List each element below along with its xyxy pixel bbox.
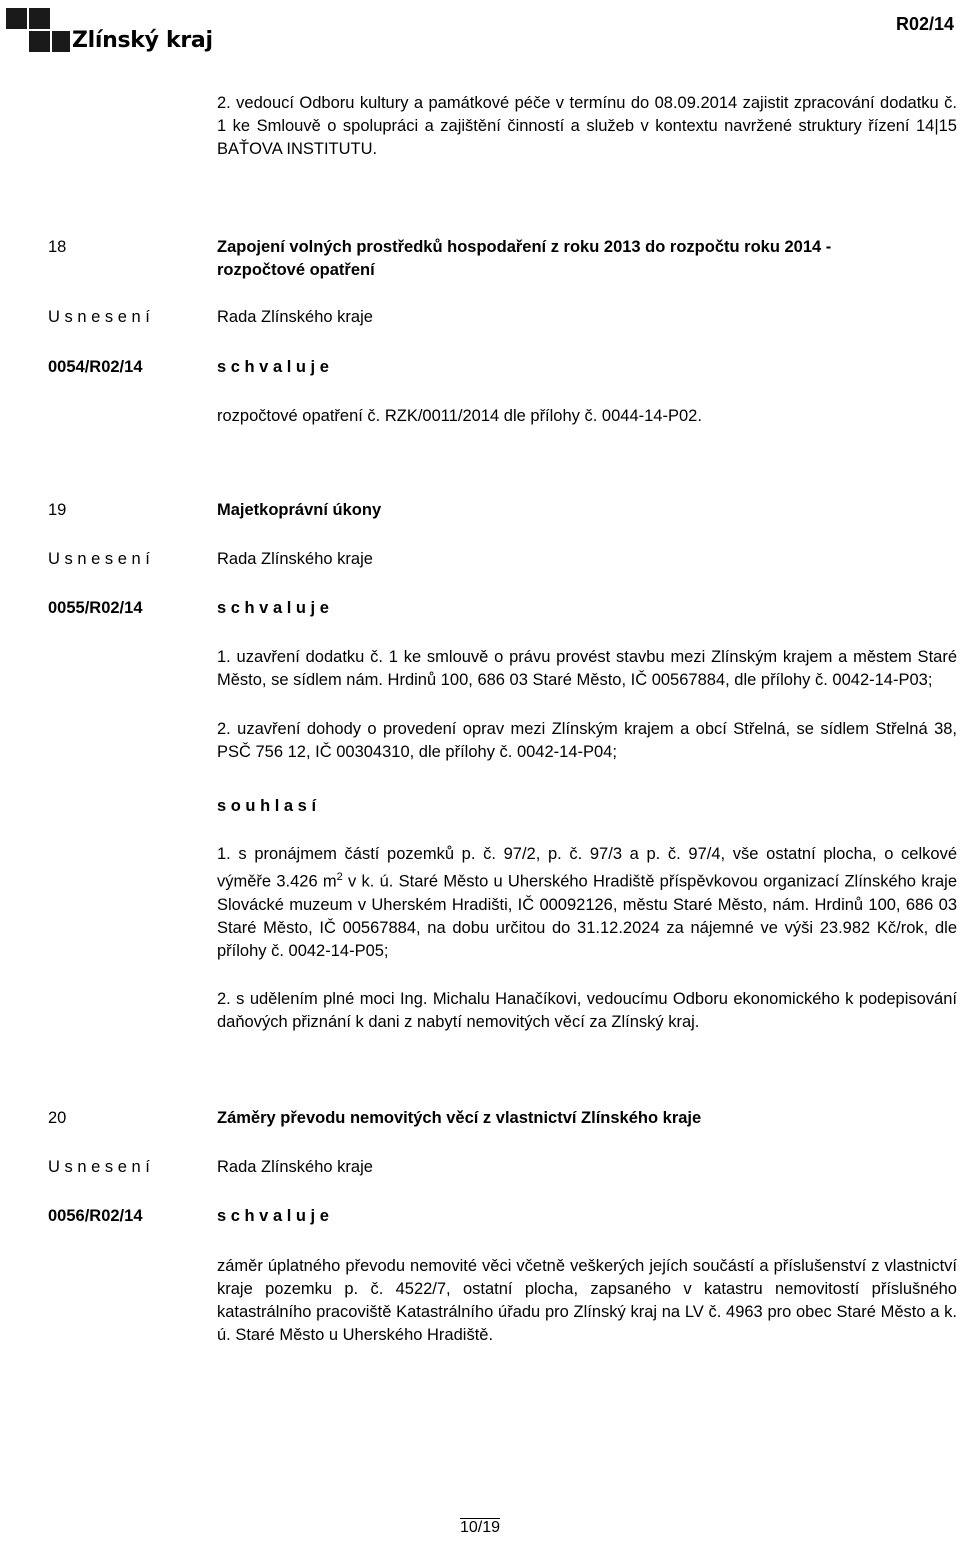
resolving-body: Rada Zlínského kraje: [217, 1158, 373, 1176]
item-number: 18: [48, 238, 67, 256]
resolution-verb: s c h v a l u j e: [217, 1207, 329, 1225]
intro-item-2: 2. vedoucí Odboru kultury a památkové péče v termínu do 08.09.2014 zajistit zpracování dodatku č. 1 ke Smlouvě o spolupráci a zajištění činností a služeb v kontextu navržené struktury řízení 14|15 BAŤOVA INSTITUTU.: [217, 94, 957, 158]
resolution-label: U s n e s e n í: [48, 550, 150, 568]
resolution-point: 2. s udělením plné moci Ing. Michalu Hanačíkovi, vedoucímu Odboru ekonomického k podepisování daňových přiznání k dani z nabytí nemovitých věcí za Zlínský kraj.: [217, 990, 957, 1031]
logo-text: Zlínský kraj: [72, 28, 213, 53]
resolution-verb: s c h v a l u j e: [217, 358, 329, 376]
item-number: 20: [48, 1109, 67, 1127]
resolution-verb: s o u h l a s í: [217, 797, 317, 815]
resolution-point: 1. s pronájmem částí pozemků p. č. 97/2, p. č. 97/3 a p. č. 97/4, vše ostatní plocha, o celkové výměře 3.426 $m^2$ v k. ú. Staré Město u Uherského Hradiště příspěvkovou organizací Zlínského kraje Slovácké muzeum v Uherském Hradišti, IČ 00092126, městu Staré Město, nám. Hrdinů 100, 686 03 Staré Město, IČ 00567884, na dobu určitou do 31.12.2024 za nájemné ve výši 23.982 Kč/rok, dle přílohy č. 0042-14-P05;: [217, 845, 957, 960]
item-number: 19: [48, 501, 67, 519]
document-id: R02/14: [895, 14, 954, 34]
item-title: Záměry převodu nemovitých věcí z vlastnictví Zlínského kraje: [217, 1109, 702, 1127]
item-title: Majetkoprávní úkony: [217, 501, 382, 519]
page-number: 10/19: [459, 1519, 501, 1536]
resolution-number: 0054/R02/14: [48, 358, 143, 376]
logo-squares-icon: [6, 8, 70, 52]
resolution-label: U s n e s e n í: [48, 308, 150, 326]
resolving-body: Rada Zlínského kraje: [217, 308, 373, 326]
resolution-point: 2. uzavření dohody o provedení oprav mezi Zlínským krajem a obcí Střelná, se sídlem Střelná 38, PSČ 756 12, IČ 00304310, dle přílohy č. 0042-14-P04;: [217, 720, 957, 761]
resolving-body: Rada Zlínského kraje: [217, 550, 373, 568]
resolution-label: U s n e s e n í: [48, 1158, 150, 1176]
resolution-text: rozpočtové opatření č. RZK/0011/2014 dle přílohy č. 0044-14-P02.: [217, 407, 702, 425]
resolution-text: záměr úplatného převodu nemovité věci včetně veškerých jejích součástí a příslušenství z vlastnictví kraje pozemku p. č. 4522/7, ostatní plocha, zapsaného v katastru nemovitostí příslušného katastrálního pracoviště Katastrálního úřadu pro Zlínský kraj na LV č. 4963 pro obec Staré Město a k. ú. Staré Město u Uherského Hradiště.: [217, 1257, 957, 1344]
resolution-point: 1. uzavření dodatku č. 1 ke smlouvě o právu provést stavbu mezi Zlínským krajem a městem Staré Město, se sídlem nám. Hrdinů 100, 686 03 Staré Město, IČ 00567884, dle přílohy č. 0042-14-P03;: [217, 648, 957, 689]
resolution-number: 0056/R02/14: [48, 1207, 143, 1225]
item-title: Zapojení volných prostředků hospodaření z roku 2013 do rozpočtu roku 2014 - rozpočtové opatření: [217, 238, 832, 279]
resolution-number: 0055/R02/14: [48, 599, 143, 617]
zlinsky-kraj-logo: [6, 8, 213, 52]
resolution-verb: s c h v a l u j e: [217, 599, 329, 617]
